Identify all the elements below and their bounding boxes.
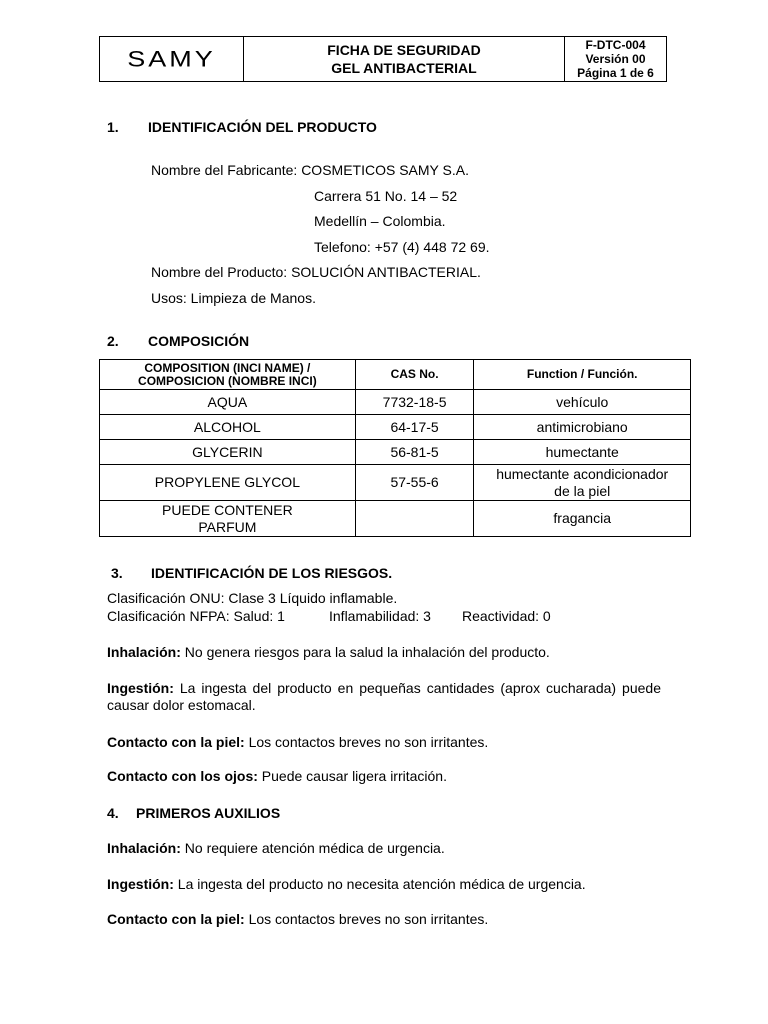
aid-inhalation xyxy=(107,840,661,857)
section-4-number: 4. xyxy=(107,805,119,821)
table-header-row xyxy=(100,360,691,390)
document-version: Versión 00 xyxy=(585,52,646,66)
risk-ingestion-text: La ingesta del producto en pequeñas cantidades (aprox cucharada) puede causar dolor estomacal. xyxy=(107,680,661,713)
section-1-number: 1. xyxy=(107,119,119,135)
nfpa-reactivity: Reactividad: 0 xyxy=(462,608,551,624)
composition-table xyxy=(99,359,691,537)
page-number: Página 1 de 6 xyxy=(577,66,654,80)
table-row xyxy=(100,415,691,440)
risk-eyes-label: Contacto con los ojos: xyxy=(107,768,258,784)
table-cell: 56-81-5 xyxy=(355,440,474,465)
document-code: F-DTC-004 xyxy=(585,38,646,52)
aid-skin-label: Contacto con la piel: xyxy=(107,911,245,927)
risk-skin-text: Los contactos breves no son irritantes. xyxy=(244,734,489,750)
aid-ingestion-text: La ingesta del producto no necesita atención médica de urgencia. xyxy=(173,876,586,892)
risk-skin xyxy=(107,734,661,751)
table-cell: PROPYLENE GLYCOL xyxy=(100,465,356,501)
title-line-1: FICHA DE SEGURIDAD xyxy=(327,42,481,58)
address-line-2: Medellín – Colombia. xyxy=(314,213,446,229)
section-2-title: COMPOSICIÓN xyxy=(148,333,250,349)
table-cell: vehículo xyxy=(474,390,691,415)
aid-inhalation-text: No requiere atención médica de urgencia. xyxy=(180,840,445,856)
risk-inhalation-text: No genera riesgos para la salud la inhalación del producto. xyxy=(180,644,550,660)
table-cell: AQUA xyxy=(100,390,356,415)
risk-ingestion-label: Ingestión: xyxy=(107,680,174,696)
aid-ingestion-label: Ingestión: xyxy=(107,876,174,892)
aid-skin xyxy=(107,911,661,928)
document-header xyxy=(99,36,667,82)
column-header: COMPOSITION (INCI NAME) / COMPOSICION (NOMBRE INCI) xyxy=(100,360,356,390)
product-name-line: Nombre del Producto: SOLUCIÓN ANTIBACTERIAL. xyxy=(151,264,481,280)
aid-inhalation-label: Inhalación: xyxy=(107,840,181,856)
table-cell: PUEDE CONTENER PARFUM xyxy=(100,501,356,537)
manufacturer-name: COSMETICOS SAMY S.A. xyxy=(301,162,469,178)
column-header: CAS No. xyxy=(355,360,474,390)
table-row xyxy=(100,465,691,501)
risk-inhalation xyxy=(107,644,661,661)
uses-line: Usos: Limpieza de Manos. xyxy=(151,290,316,306)
risk-ingestion xyxy=(107,680,661,714)
phone-line: Telefono: +57 (4) 448 72 69. xyxy=(314,239,490,255)
table-cell: humectante xyxy=(474,440,691,465)
section-2-number: 2. xyxy=(107,333,119,349)
risk-skin-label: Contacto con la piel: xyxy=(107,734,245,750)
title-line-2: GEL ANTIBACTERIAL xyxy=(331,60,477,76)
section-4-title: PRIMEROS AUXILIOS xyxy=(136,805,281,821)
company-logo xyxy=(100,37,244,81)
table-cell: 57-55-6 xyxy=(355,465,474,501)
table-row xyxy=(100,440,691,465)
risk-eyes xyxy=(107,768,661,785)
manufacturer-line xyxy=(151,162,469,178)
manufacturer-label: Nombre del Fabricante: xyxy=(151,162,298,178)
address-line-1: Carrera 51 No. 14 – 52 xyxy=(314,188,458,204)
table-cell: GLYCERIN xyxy=(100,440,356,465)
onu-classification: Clasificación ONU: Clase 3 Líquido inflamable. xyxy=(107,590,398,606)
table-row xyxy=(100,501,691,537)
logo-text: SAMY xyxy=(127,46,216,71)
risk-eyes-text: Puede causar ligera irritación. xyxy=(257,768,447,784)
nfpa-flammability: Inflamabilidad: 3 xyxy=(329,608,431,624)
document-title xyxy=(244,37,565,81)
section-3-number: 3. xyxy=(111,565,123,581)
risk-inhalation-label: Inhalación: xyxy=(107,644,181,660)
table-cell: 64-17-5 xyxy=(355,415,474,440)
column-header: Function / Función. xyxy=(474,360,691,390)
aid-ingestion xyxy=(107,876,661,893)
table-cell xyxy=(355,501,474,537)
section-3-title: IDENTIFICACIÓN DE LOS RIESGOS. xyxy=(151,565,393,581)
table-cell: ALCOHOL xyxy=(100,415,356,440)
table-cell: antimicrobiano xyxy=(474,415,691,440)
aid-skin-text: Los contactos breves no son irritantes. xyxy=(244,911,489,927)
nfpa-health: Clasificación NFPA: Salud: 1 xyxy=(107,608,285,624)
table-row xyxy=(100,390,691,415)
table-cell: 7732-18-5 xyxy=(355,390,474,415)
document-code-block xyxy=(565,37,666,81)
table-cell: fragancia xyxy=(474,501,691,537)
table-cell: humectante acondicionador de la piel xyxy=(474,465,691,501)
section-1-title: IDENTIFICACIÓN DEL PRODUCTO xyxy=(148,119,377,135)
